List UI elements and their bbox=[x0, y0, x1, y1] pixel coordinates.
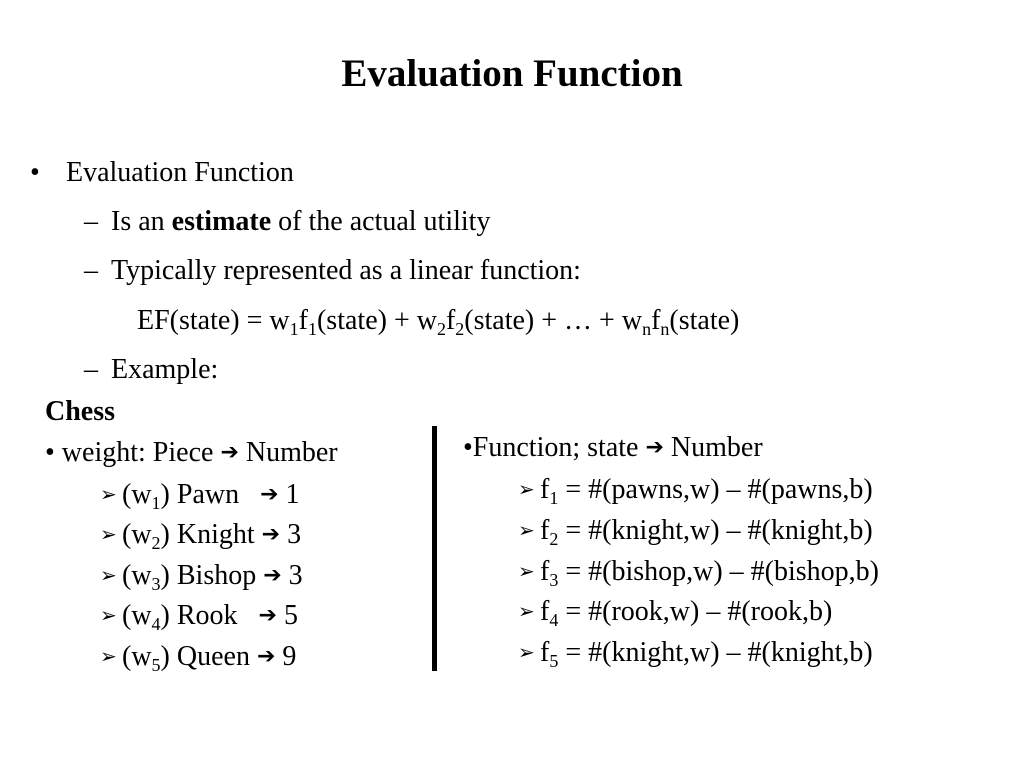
weight-item bbox=[100, 518, 301, 554]
bullet-dot: • bbox=[30, 157, 40, 188]
function-name: f bbox=[540, 637, 550, 668]
estimate-bold: estimate bbox=[171, 206, 272, 237]
arrowhead-bullet-icon: ➢ bbox=[518, 559, 535, 583]
sub1-post: of the actual utility bbox=[271, 206, 491, 237]
function-item bbox=[518, 473, 873, 508]
arrow-icon: ➔ bbox=[256, 644, 276, 669]
arrow-icon: ➔ bbox=[263, 563, 282, 588]
formula-subscript: 1 bbox=[289, 319, 299, 339]
function-subscript: 4 bbox=[549, 610, 559, 630]
slide-title: Evaluation Function bbox=[341, 52, 683, 95]
weight-pre: (w bbox=[122, 519, 152, 550]
function-item bbox=[518, 595, 832, 630]
weight-piece: ) Knight bbox=[160, 519, 262, 550]
main-bullet-text: Evaluation Function bbox=[66, 157, 294, 188]
weight-pre: (w bbox=[122, 479, 152, 510]
weight-value: 5 bbox=[276, 600, 298, 631]
weight-subscript: 2 bbox=[151, 533, 161, 553]
formula-part: f bbox=[445, 305, 456, 336]
weight-piece: ) Queen bbox=[160, 641, 257, 672]
function-subscript: 2 bbox=[549, 529, 559, 549]
function-item bbox=[518, 555, 879, 590]
arrow-icon: ➔ bbox=[260, 482, 279, 507]
function-expr: = #(rook,w) – #(rook,b) bbox=[558, 596, 833, 627]
arrow-icon: ➔ bbox=[258, 603, 277, 628]
function-expr: = #(pawns,w) – #(pawns,b) bbox=[558, 474, 873, 505]
arrowhead-bullet-icon: ➢ bbox=[100, 482, 117, 506]
formula-subscript: n bbox=[660, 319, 670, 339]
function-header bbox=[463, 431, 763, 467]
arrow-icon: ➔ bbox=[645, 435, 664, 460]
weight-piece: ) Rook bbox=[160, 600, 259, 631]
weight-value: 3 bbox=[280, 519, 302, 550]
formula-subscript: 2 bbox=[436, 319, 446, 339]
weight-subscript: 4 bbox=[151, 614, 161, 634]
function-expr: = #(knight,w) – #(knight,b) bbox=[558, 637, 873, 668]
dash-marker: – bbox=[84, 206, 98, 237]
weight-line-pre: • weight: Piece bbox=[45, 437, 221, 468]
arrowhead-bullet-icon: ➢ bbox=[100, 603, 117, 627]
weight-pre: (w bbox=[122, 560, 152, 591]
sub-bullet-example: Example: bbox=[111, 354, 219, 385]
chess-heading: Chess bbox=[45, 396, 116, 427]
formula-part: f bbox=[651, 305, 661, 336]
formula-subscript: 1 bbox=[307, 319, 317, 339]
formula-subscript: 2 bbox=[455, 319, 465, 339]
formula bbox=[137, 304, 739, 338]
function-name: f bbox=[540, 556, 550, 587]
function-subscript: 1 bbox=[549, 488, 559, 508]
function-subscript: 3 bbox=[549, 570, 559, 590]
formula-part: (state) + w bbox=[316, 305, 437, 336]
weight-value: 1 bbox=[278, 479, 300, 510]
arrowhead-bullet-icon: ➢ bbox=[100, 563, 117, 587]
sub1-pre: Is an bbox=[111, 206, 172, 237]
function-expr: = #(bishop,w) – #(bishop,b) bbox=[558, 556, 879, 587]
weight-pre: (w bbox=[122, 600, 152, 631]
dash-marker: – bbox=[84, 255, 98, 286]
function-item bbox=[518, 514, 873, 549]
function-name: f bbox=[540, 474, 550, 505]
weight-line bbox=[45, 436, 338, 472]
weight-pre: (w bbox=[122, 641, 152, 672]
function-name: f bbox=[540, 515, 550, 546]
sub-bullet-estimate bbox=[111, 205, 490, 239]
function-name: f bbox=[540, 596, 550, 627]
arrow-icon: ➔ bbox=[261, 522, 281, 547]
function-header-pre: •Function; state bbox=[463, 432, 646, 463]
function-header-post: Number bbox=[663, 432, 763, 463]
weight-subscript: 1 bbox=[151, 493, 161, 513]
dash-marker: – bbox=[84, 354, 98, 385]
weight-item bbox=[100, 640, 296, 676]
weight-item bbox=[100, 599, 298, 635]
arrowhead-bullet-icon: ➢ bbox=[518, 599, 535, 623]
sub-bullet-linear: Typically represented as a linear function: bbox=[111, 255, 581, 286]
formula-part: (state) + … + w bbox=[464, 305, 643, 336]
formula-part: f bbox=[298, 305, 308, 336]
arrowhead-bullet-icon: ➢ bbox=[518, 518, 535, 542]
arrow-icon: ➔ bbox=[220, 440, 239, 465]
weight-value: 3 bbox=[281, 560, 303, 591]
column-divider bbox=[432, 426, 437, 671]
weight-value: 9 bbox=[275, 641, 297, 672]
weight-line-post: Number bbox=[238, 437, 338, 468]
arrowhead-bullet-icon: ➢ bbox=[100, 644, 117, 668]
weight-subscript: 5 bbox=[151, 655, 161, 675]
function-subscript: 5 bbox=[549, 651, 559, 671]
formula-subscript: n bbox=[642, 319, 652, 339]
weight-subscript: 3 bbox=[151, 574, 161, 594]
weight-piece: ) Bishop bbox=[160, 560, 264, 591]
arrowhead-bullet-icon: ➢ bbox=[518, 477, 535, 501]
arrowhead-bullet-icon: ➢ bbox=[100, 522, 117, 546]
arrowhead-bullet-icon: ➢ bbox=[518, 640, 535, 664]
formula-part: (state) bbox=[669, 305, 740, 336]
function-expr: = #(knight,w) – #(knight,b) bbox=[558, 515, 873, 546]
formula-part: EF(state) = w bbox=[137, 305, 290, 336]
function-item bbox=[518, 636, 873, 671]
weight-piece: ) Pawn bbox=[160, 479, 261, 510]
weight-item bbox=[100, 559, 303, 595]
weight-item bbox=[100, 478, 300, 514]
